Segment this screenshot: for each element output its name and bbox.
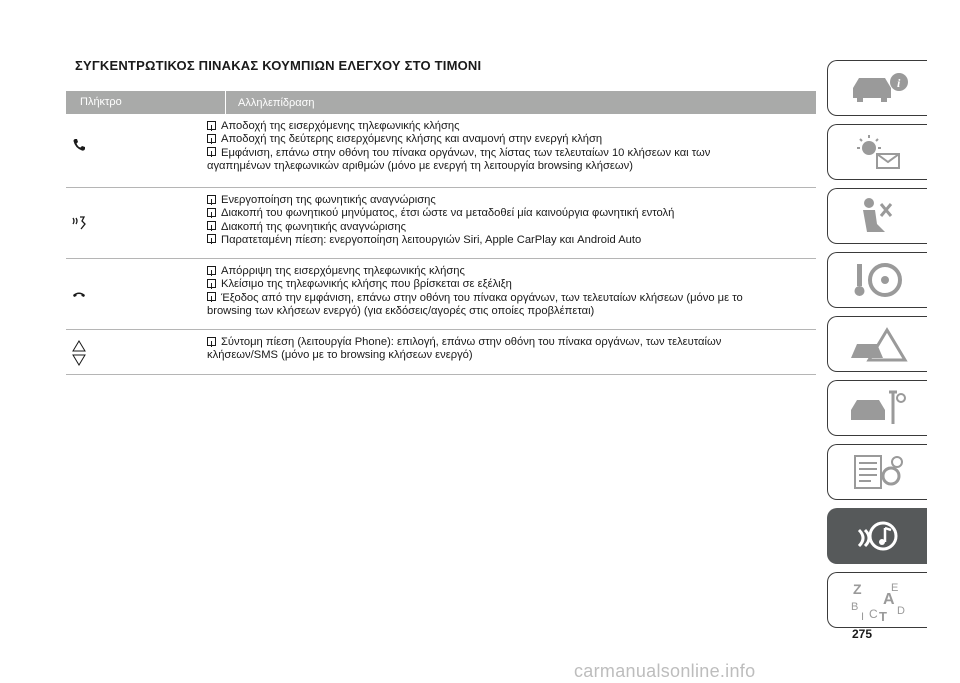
list-item-continuation: κλήσεων/SMS (μόνο με το browsing κλήσεων ενεργό) <box>207 349 473 362</box>
key-cell <box>66 259 194 329</box>
list-item: Αποδοχή της εισερχόμενης τηλεφωνικής κλήσης <box>207 120 816 133</box>
phone-hangup-icon <box>72 289 86 299</box>
tab-specs[interactable] <box>827 444 927 500</box>
specs-icon <box>847 452 909 492</box>
key-steering-icon <box>847 260 909 300</box>
watermark: carmanualsonline.info <box>574 661 756 681</box>
table-row <box>66 188 816 259</box>
svg-text:D: D <box>896 605 905 617</box>
up-down-arrows-icon <box>72 340 86 368</box>
phone-answer-icon <box>72 138 86 152</box>
page-title: ΣΥΓΚΕΝΤΡΩΤΙΚΟΣ ΠΙΝΑΚΑΣ ΚΟΥΜΠΙΩΝ ΕΛΕΓΧΟΥ ΣΤΟ ΤΙΜΟΝΙ <box>75 58 482 73</box>
tab-index[interactable] <box>827 572 927 628</box>
list-item-continuation: αγαπημένων τηλεφωνικών αριθμών (μόνο με ενεργή τη λειτουργία browsing κλήσεων) <box>207 159 633 172</box>
tab-car-info[interactable] <box>827 60 927 116</box>
list-item: Παρατεταμένη πίεση: ενεργοποίηση λειτουργιών Siri, Apple CarPlay και Android Auto <box>207 234 816 247</box>
emergency-icon <box>847 324 909 364</box>
maintenance-icon <box>847 388 909 428</box>
list-item: Εμφάνιση, επάνω στην οθόνη του πίνακα οργάνων, της λίστας των τελευταίων 10 κλήσεων και των <box>207 147 816 160</box>
list-item: Ενεργοποίηση της φωνητικής αναγνώρισης <box>207 194 816 207</box>
list-item: Αποδοχή της δεύτερης εισερχόμενης κλήσης και αναμονή στην ενεργή κλήση <box>207 133 816 146</box>
list-item: Απόρριψη της εισερχόμενης τηλεφωνικής κλήσης <box>207 265 816 278</box>
list-item: Έξοδος από την εμφάνιση, επάνω στην οθόνη του πίνακα οργάνων, των τελευταίων κλήσεων (μόνο με το <box>207 292 816 305</box>
voice-recognition-icon <box>72 216 86 230</box>
warning-lights-icon <box>847 132 909 172</box>
index-icon <box>847 578 909 622</box>
interaction-cell <box>194 114 816 187</box>
list-item: Κλείσιμο της τηλεφωνικής κλήσης που βρίσκεται σε εξέλιξη <box>207 278 816 291</box>
list-item-continuation: browsing των κλήσεων ενεργό) (για εκδόσεις/αγορές στις οποίες προβλέπεται) <box>207 304 595 317</box>
svg-text:i: i <box>896 76 900 90</box>
list-item: Διακοπή του φωνητικού μηνύματος, έτσι ώστε να μεταδοθεί μία καινούργια φωνητική εντολή <box>207 207 816 220</box>
header-key: Πλήκτρο <box>66 91 226 114</box>
tab-warning-lights[interactable] <box>827 124 927 180</box>
header-interaction: Αλληλεπίδραση <box>238 96 315 109</box>
interaction-cell <box>194 188 816 258</box>
tab-key-steering[interactable] <box>827 252 927 308</box>
chapter-tabs <box>827 60 928 636</box>
interaction-cell <box>194 330 816 374</box>
table-header <box>66 91 816 114</box>
svg-text:B: B <box>850 601 858 613</box>
list-item: Διακοπή της φωνητικής αναγνώρισης <box>207 221 816 234</box>
interaction-cell <box>194 259 816 329</box>
multimedia-icon <box>847 516 909 556</box>
page-number: 275 <box>852 627 873 641</box>
tab-emergency[interactable] <box>827 316 927 372</box>
tab-maintenance[interactable] <box>827 380 927 436</box>
controls-table <box>66 91 816 375</box>
svg-text:A: A <box>882 591 895 608</box>
key-cell <box>66 114 194 187</box>
seat-airbag-icon <box>847 196 909 236</box>
svg-text:I: I <box>860 611 864 622</box>
svg-text:Z: Z <box>852 581 862 597</box>
svg-text:C: C <box>868 607 878 621</box>
table-row <box>66 330 816 375</box>
svg-text:E: E <box>890 582 898 594</box>
car-info-icon <box>847 68 909 108</box>
list-item: Σύντομη πίεση (λειτουργία Phone): επιλογή, επάνω στην οθόνη του πίνακα οργάνων, των τελευταίων <box>207 336 816 349</box>
tab-multimedia[interactable] <box>827 508 927 564</box>
key-cell <box>66 188 194 258</box>
key-cell <box>66 330 194 374</box>
svg-text:T: T <box>878 609 887 622</box>
table-row <box>66 259 816 330</box>
table-row <box>66 114 816 188</box>
tab-seat-airbag[interactable] <box>827 188 927 244</box>
